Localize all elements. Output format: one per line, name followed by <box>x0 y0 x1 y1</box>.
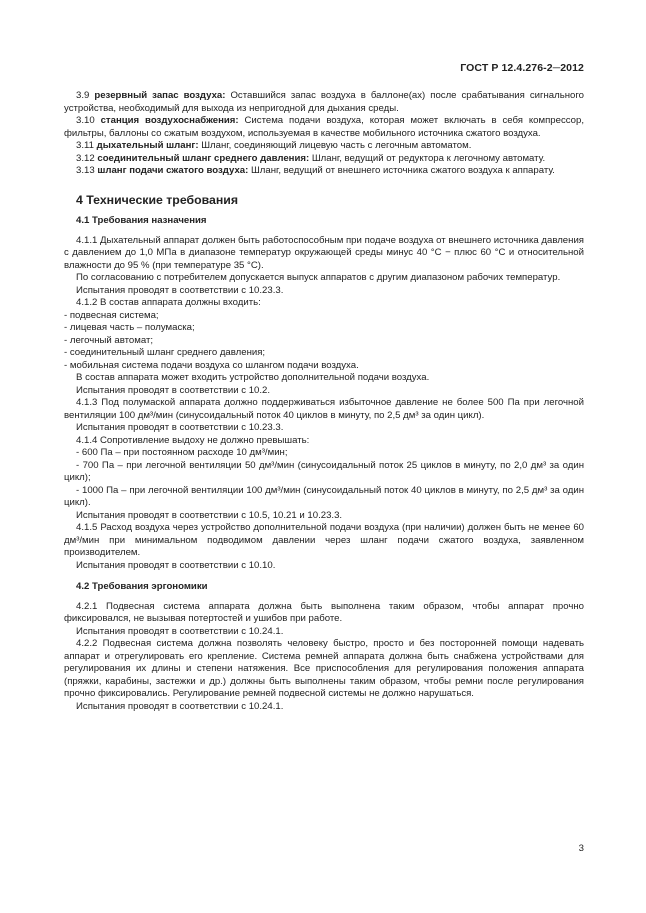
section-4-title: 4 Технические требования <box>76 192 238 207</box>
list-item: - 700 Па – при легочной вентиляции 50 дм³/мин (синусоидальный поток 25 циклов в минуту, по 2,0 дм³ за один цикл); <box>64 459 584 483</box>
paragraph: 4.1.3 Под полумаской аппарата должно поддерживаться избыточное давление не более 500 Па при легочной вентиляции 100 дм³/мин (синусоидальный поток 40 циклов в минуту, по 2,5 дм³ за один цикл). <box>64 397 584 421</box>
paragraph: 4.1.4 Сопротивление выдоху не должно превышать: <box>76 434 310 446</box>
paragraph: По согласованию с потребителем допускается выпуск аппаратов с другим диапазоном рабочих температур. <box>76 272 561 283</box>
list-item: - подвесная система; <box>64 309 159 321</box>
paragraph: 4.1.1 Дыхательный аппарат должен быть работоспособным при подаче воздуха от внешнего источника давления с давлением до 1,0 МПа в диапазоне температур окружающей среды минус 40 °С − плюс 60 °С и относительной влажности до 95 % (при температуре 35 °С). <box>64 234 584 271</box>
definition-3-12: 3.12 соединительный шланг среднего давления: Шланг, ведущий от редуктора к легочному автомату. <box>76 152 546 164</box>
definition-3-11: 3.11 дыхательный шланг: Шланг, соединяющий лицевую часть с легочным автоматом. <box>76 140 472 151</box>
list-item: - 600 Па – при постоянном расходе 10 дм³/мин; <box>76 447 288 458</box>
list-item: - лицевая часть – полумаска; <box>64 322 195 333</box>
paragraph: 4.2.2 Подвесная система должна позволять человеку быстро, просто и без посторонней помощи надевать аппарат и отрегулировать его крепление. Система ремней аппарата должна быть снабжена устройствами для регулирования их длины и степени натяжения. Все приспособления для регулирования положения аппарата (пряжки, карабины, застежки и др.) должны быть выполнены таким образом, чтобы ремни после регулирования прочно фиксировались. Регулирование ремней подвесной системы не должно нарушаться. <box>64 638 584 699</box>
paragraph: Испытания проводят в соответствии с 10.24.1. <box>76 625 284 637</box>
page-number: 3 <box>578 843 584 854</box>
paragraph: Испытания проводят в соответствии с 10.23.3. <box>76 422 284 433</box>
document-body <box>64 90 584 713</box>
definition-3-10: 3.10 станция воздухоснабжения: Система подачи воздуха, которая может включать в себя компрессор, фильтры, баллоны со сжатым воздухом, используемая в качестве мобильного источника сжатого воздуха. <box>64 115 584 139</box>
paragraph: В состав аппарата может входить устройство дополнительной подачи воздуха. <box>76 372 430 383</box>
paragraph: Испытания проводят в соответствии с 10.2. <box>76 384 271 396</box>
section-4-2-title: 4.2 Требования эргономики <box>76 581 208 592</box>
definition-3-13: 3.13 шланг подачи сжатого воздуха: Шланг, ведущий от внешнего источника сжатого воздуха к аппарату. <box>76 165 555 176</box>
paragraph: 4.1.5 Расход воздуха через устройство дополнительной подачи воздуха (при наличии) должен быть не менее 60 дм³/мин при минимальном подводимом давлении через шланг подачи сжатого воздуха, заявленном производителем. <box>64 522 584 558</box>
document-header: ГОСТ Р 12.4.276-2─2012 <box>460 62 584 74</box>
list-item: - мобильная система подачи воздуха со шлангом подачи воздуха. <box>64 359 359 371</box>
list-item: - 1000 Па – при легочной вентиляции 100 дм³/мин (синусоидальный поток 40 циклов в минуту, по 2,5 дм³ за один цикл). <box>64 484 584 508</box>
paragraph: Испытания проводят в соответствии с 10.5, 10.21 и 10.23.3. <box>76 509 343 521</box>
paragraph: Испытания проводят в соответствии с 10.10. <box>76 559 276 571</box>
paragraph: 4.1.2 В состав аппарата должны входить: <box>76 297 261 308</box>
section-4-1-title: 4.1 Требования назначения <box>76 215 207 226</box>
paragraph: 4.2.1 Подвесная система аппарата должна быть выполнена таким образом, чтобы аппарат прочно фиксировался, не вызывая потертостей и ушибов при работе. <box>64 600 584 624</box>
list-item: - легочный автомат; <box>64 334 154 346</box>
paragraph: Испытания проводят в соответствии с 10.24.1. <box>76 700 284 712</box>
list-item: - соединительный шланг среднего давления; <box>64 347 266 358</box>
definition-3-9: 3.9 резервный запас воздуха: Оставшийся запас воздуха в баллоне(ах) после срабатывания сигнального устройства, необходимый для выхода из непригодной для дыхания среды. <box>64 90 584 114</box>
paragraph: Испытания проводят в соответствии с 10.23.3. <box>76 284 284 296</box>
